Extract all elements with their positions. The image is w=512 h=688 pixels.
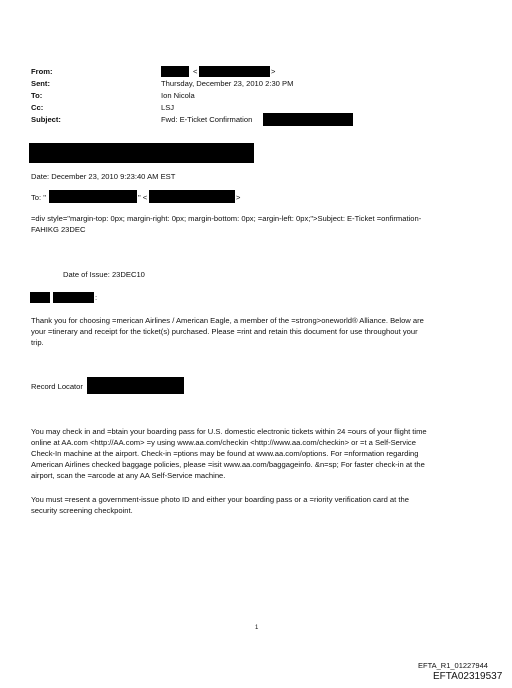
redacted-greeting-2 — [53, 292, 94, 303]
thanks-line-2: your =tinerary and receipt for the ticket(s) purchased. Please =rint and retain this document for use throughout your — [31, 327, 418, 336]
forward-to-end: > — [236, 193, 241, 202]
bates-stamp-2: EFTA02319537 — [433, 671, 503, 682]
checkin-line-4: American Airlines checked baggage policies, please =isit www.aa.com/baggageinfo. &n=sp; For faster check-in at the — [31, 460, 425, 469]
greeting-colon: : — [95, 293, 98, 302]
date-of-issue: Date of Issue: 23DEC10 — [63, 270, 145, 279]
thanks-line-3: trip. — [31, 338, 44, 347]
forward-to-label: To: " — [31, 193, 46, 202]
redacted-subject — [263, 113, 353, 126]
subject-label: Subject: — [31, 115, 61, 124]
div-style-line-2: FAHIKG 23DEC — [31, 225, 86, 234]
to-value: Ion Nicola — [161, 91, 195, 100]
from-label: From: — [31, 67, 53, 76]
redacted-from-email — [199, 66, 270, 77]
div-style-line-1: =div style="margin-top: 0px; margin-right: 0px; margin-bottom: 0px; =argin-left: 0px;">Subject: E-Ticket =onfirmation- — [31, 214, 422, 223]
redacted-forward-header — [29, 143, 254, 163]
record-locator-label: Record Locator — [31, 382, 83, 391]
checkin-line-5: airport, scan the =arcode at any AA Self-Service machine. — [31, 471, 226, 480]
to-label: To: — [31, 91, 43, 100]
cc-value: LSJ — [161, 103, 175, 112]
redacted-forward-to-email — [149, 190, 235, 203]
from-bracket-close: > — [271, 67, 276, 76]
redacted-greeting-1 — [30, 292, 50, 303]
id-line-1: You must =resent a government-issue photo ID and either your boarding pass or a =riority verification card at the — [31, 495, 409, 504]
bates-stamp-1: EFTA_R1_01227944 — [418, 661, 488, 670]
page-number: 1 — [255, 625, 259, 631]
sent-label: Sent: — [31, 79, 50, 88]
from-bracket-open: < — [193, 67, 198, 76]
checkin-line-1: You may check in and =btain your boarding pass for U.S. domestic electronic tickets within 24 =ours of your flight time — [31, 427, 427, 436]
thanks-line-1: Thank you for choosing =merican Airlines / American Eagle, a member of the =strong>oneworld® Alliance. Below are — [31, 316, 424, 325]
cc-label: Cc: — [31, 103, 44, 112]
redacted-forward-to-name — [49, 190, 137, 203]
sent-value: Thursday, December 23, 2010 2:30 PM — [161, 79, 294, 88]
redacted-from-name — [161, 66, 189, 77]
forward-to-mid: " < — [138, 193, 148, 202]
forward-date-line: Date: December 23, 2010 9:23:40 AM EST — [31, 172, 176, 181]
subject-value: Fwd: E-Ticket Confirmation — [161, 115, 253, 124]
checkin-line-2: online at AA.com <http://AA.com> =y using www.aa.com/checkin <http://www.aa.com/checkin> or =t a Self-Service — [31, 438, 416, 447]
redacted-record-locator — [87, 377, 184, 394]
id-line-2: security screening checkpoint. — [31, 506, 133, 515]
checkin-line-3: Check-In machine at the airport. Check-in =ptions may be found at www.aa.com/options. For =nformation regarding — [31, 449, 419, 458]
